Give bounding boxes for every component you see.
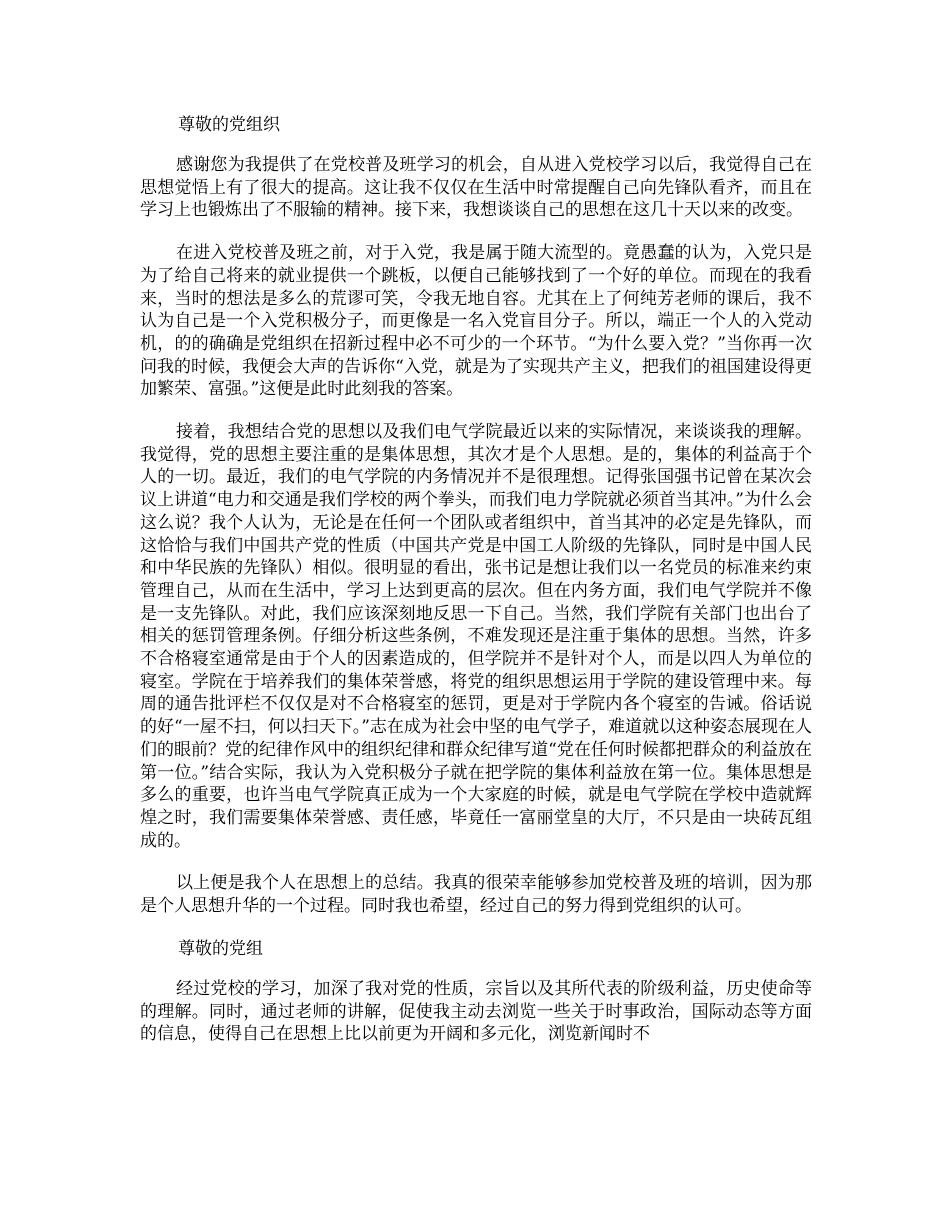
spacer xyxy=(140,852,812,872)
spacer xyxy=(140,918,812,938)
paragraph-2: 在进入党校普及班之前，对于入党，我是属于随大流型的。竟愚蠢的认为，入党只是为了给自己将来的就业提供一个跳板，以便自己能够找到了一个好的单位。而现在的我看来，当时的想法是多么的荒谬可笑，令我无地自容。尤其在上了何纯芳老师的课后，我不认为自己是一个入党积极分子，而更像是一名入党盲目分子。所以，端正一个人的入党动机，的的确确是党组织在招新过程中必不可少的一个环节。“为什么要入党？”当你再一次问我的时候，我便会大声的告诉你“入党，就是为了实现共产主义，把我们的祖国建设得更加繁荣、富强。”这便是此时此刻我的答案。 xyxy=(140,243,812,400)
spacer xyxy=(140,961,812,978)
paragraph-1: 感谢您为我提供了在党校普及班学习的机会，自从进入党校学习以后，我觉得自己在思想觉悟上有了很大的提高。这让我不仅仅在生活中时常提醒自己向先锋队看齐，而且在学习上也锻炼出了不服输的精神。接下来，我想谈谈自己的思想在这几十天以来的改变。 xyxy=(140,155,812,221)
spacer xyxy=(140,222,812,242)
salutation-1: 尊敬的党组织 xyxy=(178,115,280,135)
paragraph-5: 经过党校的学习，加深了我对党的性质，宗旨以及其所代表的阶级利益，历史使命等的理解。同时，通过老师的讲解，促使我主动去浏览一些关于时事政治，国际动态等方面的信息，使得自己在思想上比以前更为开阔和多元化，浏览新闻时不 xyxy=(140,978,812,1045)
spacer xyxy=(140,401,812,421)
paragraph-4: 以上便是我个人在思想上的总结。我真的很荣幸能够参加党校普及班的培训，因为那是个人思想升华的一个过程。同时我也希望，经过自己的努力得到党组织的认可。 xyxy=(140,873,812,917)
salutation-2: 尊敬的党组 xyxy=(178,938,263,959)
spacer xyxy=(140,137,812,154)
document-page xyxy=(140,114,812,1046)
paragraph-3: 接着，我想结合党的思想以及我们电气学院最近以来的实际情况，来谈谈我的理解。我觉得，党的思想主要注重的是集体思想，其次才是个人思想。是的，集体的利益高于个人的一切。最近，我们的电气学院的内务情况并不是很理想。记得张国强书记曾在某次会议上讲道“电力和交通是我们学校的两个拳头，而我们电力学院就必须首当其冲。”为什么会这么说？我个人认为，无论是在任何一个团队或者组织中，首当其冲的必定是先锋队，而这恰恰与我们中国共产党的性质（中国共产党是中国工人阶级的先锋队，同时是中国人民和中华民族的先锋队）相似。很明显的看出，张书记是想让我们以一名党员的标准来约束管理自己，从而在生活中，学习上达到更高的层次。但在内务方面，我们电气学院并不像是一支先锋队。对此，我们应该深刻地反思一下自己。当然，我们学院有关部门也出台了相关的惩罚管理条例。仔细分析这些条例，不难发现还是注重于集体的思想。当然，许多不合格寝室通常是由于个人的因素造成的，但学院并不是针对个人，而是以四人为单位的寝室。学院在于培养我们的集体荣誉感，将党的组织思想运用于学院的建设管理中来。每周的通告批评栏不仅仅是对不合格寝室的惩罚，更是对于学院内各个寝室的告诫。俗话说的好“一屋不扫，何以扫天下。”志在成为社会中坚的电气学子，难道就以这种姿态展现在人们的眼前？党的纪律作风中的组织纪律和群众纪律写道“党在任何时候都把群众的利益放在第一位。”结合实际，我认为入党积极分子就在把学院的集体利益放在第一位。集体思想是多么的重要，也许当电气学院真正成为一个大家庭的时候，就是电气学院在学校中造就辉煌之时，我们需要集体荣誉感、责任感，毕竟任一富丽堂皇的大厅，不只是由一块砖瓦组成的。 xyxy=(140,422,812,851)
